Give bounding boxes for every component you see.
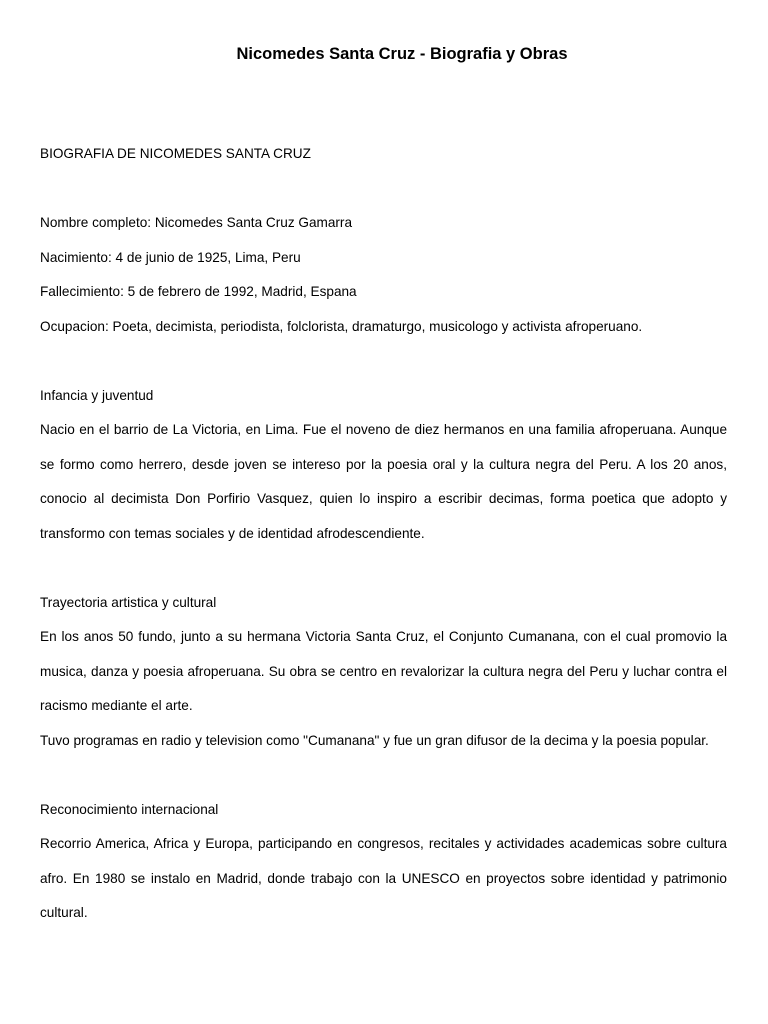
section-heading: BIOGRAFIA DE NICOMEDES SANTA CRUZ [40, 146, 311, 161]
career-body: En los anos 50 fundo, junto a su hermana Victoria Santa Cruz, el Conjunto Cumanana, con el cual promovio la musica, danza y poesia afroperuana. Su obra se centro en revalorizar la cultura negra del Peru y luchar contra el racismo mediante el arte. [40, 629, 727, 714]
fact-death: Fallecimiento: 5 de febrero de 1992, Madrid, Espana [40, 284, 357, 299]
childhood-body: Nacio en el barrio de La Victoria, en Lima. Fue el noveno de diez hermanos en una familia afroperuana. Aunque se formo como herrero, desde joven se intereso por la poesia oral y la cultura negra del Peru. A los 20 anos, conocio al decimista Don Porfirio Vasquez, quien lo inspiro a escribir decimas, forma poetica que adopto y transformo con temas sociales y de identidad afrodescendiente. [40, 422, 727, 541]
international-heading: Reconocimiento internacional [40, 802, 219, 817]
career-heading: Trayectoria artistica y cultural [40, 595, 217, 610]
childhood-heading: Infancia y juventud [40, 388, 154, 403]
international-body: Recorrio America, Africa y Europa, participando en congresos, recitales y actividades academicas sobre cultura afro. En 1980 se instalo en Madrid, donde trabajo con la UNESCO en proyectos sobre identidad y patrimonio cultural. [40, 836, 727, 921]
fact-occupation: Ocupacion: Poeta, decimista, periodista, folclorista, dramaturgo, musicologo y activista afroperuano. [40, 319, 643, 334]
fact-full-name: Nombre completo: Nicomedes Santa Cruz Gamarra [40, 215, 353, 230]
career-body-2: Tuvo programas en radio y television como "Cumanana" y fue un gran difusor de la decima y la poesia popular. [40, 733, 709, 748]
document-title: Nicomedes Santa Cruz - Biografia y Obras [236, 45, 568, 63]
fact-birth: Nacimiento: 4 de junio de 1925, Lima, Peru [40, 250, 301, 265]
